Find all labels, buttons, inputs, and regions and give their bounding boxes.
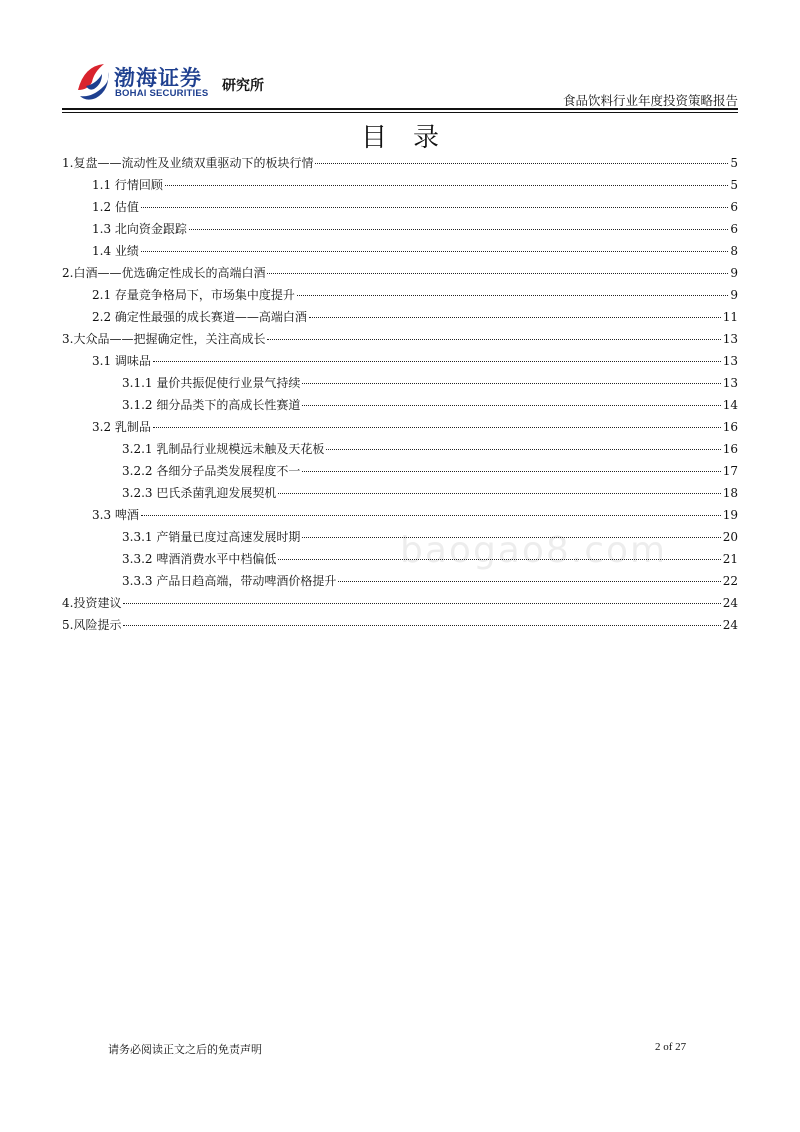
toc-entry[interactable] (62, 440, 738, 462)
toc-leader (141, 207, 728, 208)
toc-entry[interactable] (62, 396, 738, 418)
toc-entry[interactable] (62, 374, 738, 396)
toc-entry-title: 3.1.1 量价共振促使行业景气持续 (122, 376, 301, 390)
toc-entry-title: 3.2.3 巴氏杀菌乳迎发展契机 (122, 486, 277, 500)
toc-entry[interactable] (62, 484, 738, 506)
toc-entry-page: 24 (722, 596, 738, 610)
toc-entry[interactable] (62, 220, 738, 242)
toc-entry-title: 5.风险提示 (62, 618, 122, 632)
toc-leader (326, 449, 720, 450)
brand-name-cn: 渤海证券 (114, 66, 202, 90)
footer-disclaimer: 请务必阅读正文之后的免责声明 (108, 1043, 262, 1056)
toc-leader (302, 383, 720, 384)
toc-leader (141, 515, 721, 516)
toc-leader (141, 251, 728, 252)
brand-name-en: BOHAI SECURITIES (115, 88, 209, 99)
toc-entry-title: 4.投资建议 (62, 596, 122, 610)
toc-entry-title: 1.复盘——流动性及业绩双重驱动下的板块行情 (62, 156, 314, 170)
toc-entry-title: 3.3.1 产销量已度过高速发展时期 (122, 530, 301, 544)
toc-entry-page: 22 (722, 574, 738, 588)
toc-leader (338, 581, 720, 582)
toc-entry[interactable] (62, 330, 738, 352)
header-rule-thin (62, 112, 738, 113)
toc-leader (189, 229, 728, 230)
toc-entry[interactable] (62, 572, 738, 594)
toc-entry-title: 3.3.3 产品日趋高端，带动啤酒价格提升 (122, 574, 337, 588)
toc-entry-title: 3.大众品——把握确定性，关注高成长 (62, 332, 266, 346)
toc-entry-page: 13 (722, 332, 738, 346)
toc-entry[interactable] (62, 616, 738, 638)
toc-entry-title: 3.2.2 各细分子品类发展程度不一 (122, 464, 301, 478)
toc-entry-page: 16 (722, 442, 738, 456)
toc-entry[interactable] (62, 242, 738, 264)
page-header (0, 0, 800, 112)
toc-leader (315, 163, 728, 164)
toc-leader (153, 427, 721, 428)
toc-entry-title: 2.2 确定性最强的成长赛道——高端白酒 (92, 310, 307, 324)
toc-leader (165, 185, 728, 186)
toc-entry-title: 1.3 北向资金跟踪 (92, 222, 187, 236)
toc-entry[interactable] (62, 308, 738, 330)
toc-entry-title: 2.白酒——优选确定性成长的高端白酒 (62, 266, 266, 280)
toc-entry-page: 14 (722, 398, 738, 412)
toc-entry-page: 13 (722, 354, 738, 368)
toc-entry-page: 6 (730, 222, 738, 236)
toc-entry[interactable] (62, 286, 738, 308)
toc-entry[interactable] (62, 154, 738, 176)
toc-entry-title: 3.3.2 啤酒消费水平中档偏低 (122, 552, 277, 566)
toc-entry[interactable] (62, 198, 738, 220)
toc-entry-page: 21 (722, 552, 738, 566)
toc-leader (302, 471, 720, 472)
toc-entry-page: 17 (722, 464, 738, 478)
toc-title: 目录 (360, 123, 465, 153)
toc-entry-title: 3.2 乳制品 (92, 420, 151, 434)
toc-entry[interactable] (62, 264, 738, 286)
toc-entry-page: 13 (722, 376, 738, 390)
toc-entry[interactable] (62, 352, 738, 374)
toc-leader (278, 493, 720, 494)
toc-entry-page: 11 (722, 310, 738, 324)
bohai-logo-icon (74, 60, 112, 102)
toc-leader (267, 339, 720, 340)
toc-entry-page: 5 (730, 178, 738, 192)
toc-leader (123, 603, 720, 604)
toc-entry-title: 3.2.1 乳制品行业规模远未触及天花板 (122, 442, 325, 456)
toc-entry[interactable] (62, 462, 738, 484)
toc-entry-title: 3.1 调味品 (92, 354, 151, 368)
watermark: baogao8.com (400, 530, 668, 571)
report-title: 食品饮料行业年度投资策略报告 (562, 93, 738, 108)
institute-label: 研究所 (222, 78, 264, 94)
toc-entry-title: 3.3 啤酒 (92, 508, 139, 522)
toc-entry[interactable] (62, 506, 738, 528)
toc-entry-page: 16 (722, 420, 738, 434)
toc-entry-page: 9 (730, 288, 738, 302)
footer-page-number: 2 of 27 (655, 1041, 687, 1053)
toc-entry-title: 1.1 行情回顾 (92, 178, 163, 192)
toc-entry[interactable] (62, 418, 738, 440)
toc-entry-page: 24 (722, 618, 738, 632)
header-rule-thick (62, 108, 738, 110)
toc-entry-title: 1.2 估值 (92, 200, 139, 214)
toc-entry-title: 2.1 存量竞争格局下，市场集中度提升 (92, 288, 295, 302)
toc-entry-title: 3.1.2 细分品类下的高成长性赛道 (122, 398, 301, 412)
toc-leader (309, 317, 721, 318)
toc-entry[interactable] (62, 594, 738, 616)
toc-entry-page: 18 (722, 486, 738, 500)
toc-entry-page: 9 (730, 266, 738, 280)
toc-leader (297, 295, 728, 296)
toc-entry-page: 6 (730, 200, 738, 214)
toc-leader (153, 361, 721, 362)
toc-entry-page: 19 (722, 508, 738, 522)
toc-leader (267, 273, 728, 274)
toc-entry-title: 1.4 业绩 (92, 244, 139, 258)
toc-leader (302, 405, 720, 406)
toc-leader (123, 625, 720, 626)
toc-entry[interactable] (62, 176, 738, 198)
toc-entry-page: 8 (730, 244, 738, 258)
toc-entry-page: 20 (722, 530, 738, 544)
toc-entry-page: 5 (730, 156, 738, 170)
